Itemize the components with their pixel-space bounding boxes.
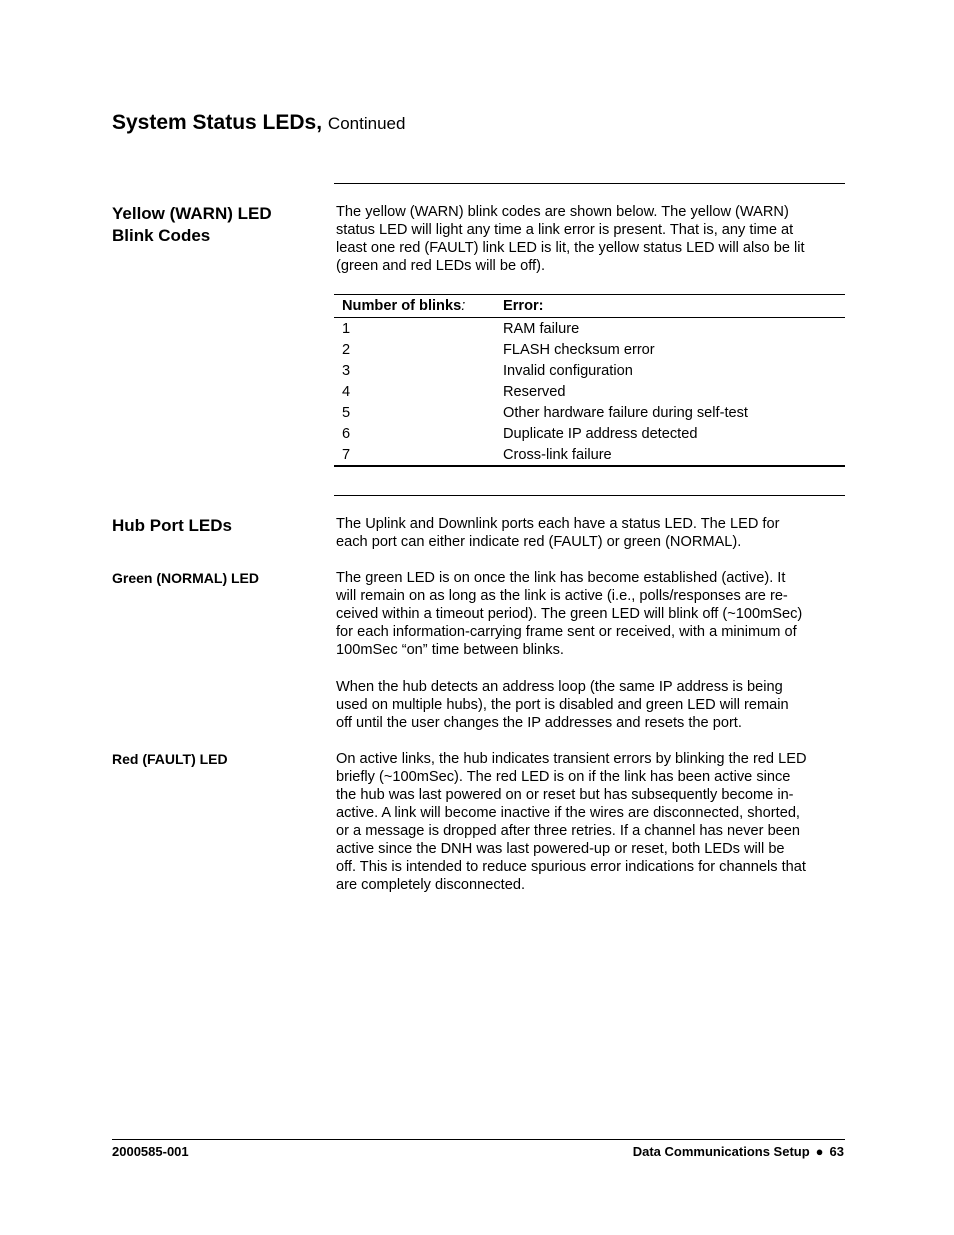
blink-count-cell: 1 xyxy=(342,320,351,337)
table-row xyxy=(334,360,845,381)
table-row xyxy=(334,339,845,360)
red-led-heading: Red (FAULT) LED xyxy=(112,751,228,767)
footer-page-info xyxy=(633,1144,844,1159)
page-title xyxy=(112,111,405,135)
section-divider-hub xyxy=(334,495,845,496)
error-description-cell: RAM failure xyxy=(503,320,580,337)
yellow-led-heading: Yellow (WARN) LED Blink Codes xyxy=(112,204,272,245)
error-description-cell: Reserved xyxy=(503,383,566,400)
footer-page-number: 63 xyxy=(829,1144,844,1159)
blink-codes-table xyxy=(334,294,845,467)
table-header-row xyxy=(334,295,845,318)
hub-port-leds-heading: Hub Port LEDs xyxy=(112,516,232,535)
table-row xyxy=(334,318,845,340)
red-led-description: On active links, the hub indicates transient errors by blinking the red LED briefly (~100mSec). The red LED is on if the link has been active since the hub was last powered on or reset but has subsequently become in- active. A link will become inactive if the wires are disconnected, shorted, or a message is dropped after three retries. If a channel has never been active since the DNH was last powered-up or reset, both LEDs will be off. This is intended to reduce spurious error indications for channels that are completely disconnected. xyxy=(336,751,807,893)
yellow-led-description: The yellow (WARN) blink codes are shown below. The yellow (WARN) status LED will light any time a link error is present. That is, any time at least one red (FAULT) link LED is lit, the yellow status LED will also be lit (green and red LEDs will be off). xyxy=(336,204,805,274)
column-header-error: Error: xyxy=(495,295,845,318)
error-description-cell: Invalid configuration xyxy=(503,362,633,379)
blink-count-cell: 5 xyxy=(342,404,351,421)
page-title-text: System Status LEDs, xyxy=(112,111,323,134)
blink-count-cell: 6 xyxy=(342,425,351,442)
error-description-cell: Other hardware failure during self-test xyxy=(503,404,748,421)
column-header-blinks-colon: : xyxy=(461,298,466,314)
blink-count-cell: 2 xyxy=(342,341,351,358)
section-divider-yellow xyxy=(334,183,845,184)
error-description-cell: FLASH checksum error xyxy=(503,341,655,358)
column-header-blinks-label: Number of blinks xyxy=(342,298,462,314)
green-led-description: The green LED is on once the link has become established (active). It will remain on as long as the link is active (i.e., polls/responses are re- ceived within a timeout period). The green LED will blink off (~100mSec) for each information-carrying frame sent or received, with a minimum of 100mSec “on” time between blinks. xyxy=(336,570,803,658)
error-description-cell: Cross-link failure xyxy=(495,444,845,466)
page-title-continued: Continued xyxy=(327,114,406,133)
blink-count-cell: 7 xyxy=(334,444,495,466)
hub-port-leds-intro: The Uplink and Downlink ports each have a status LED. The LED for each port can either indicate red (FAULT) or green (NORMAL). xyxy=(336,516,780,550)
table-row xyxy=(334,381,845,402)
column-header-blinks xyxy=(334,295,495,318)
address-loop-description: When the hub detects an address loop (the same IP address is being used on multiple hubs), the port is disabled and green LED will remain off until the user changes the IP addresses and resets the port. xyxy=(336,679,789,731)
blink-count-cell: 4 xyxy=(342,383,351,400)
table-row xyxy=(334,444,845,466)
footer-doc-number: 2000585-001 xyxy=(112,1144,189,1159)
table-row xyxy=(334,423,845,444)
table-row xyxy=(334,402,845,423)
footer-bullet: ● xyxy=(815,1144,824,1159)
error-description-cell: Duplicate IP address detected xyxy=(503,425,698,442)
footer-divider xyxy=(112,1139,845,1140)
footer-section-title: Data Communications Setup xyxy=(632,1144,810,1159)
blink-count-cell: 3 xyxy=(342,362,351,379)
green-led-heading: Green (NORMAL) LED xyxy=(112,570,259,586)
